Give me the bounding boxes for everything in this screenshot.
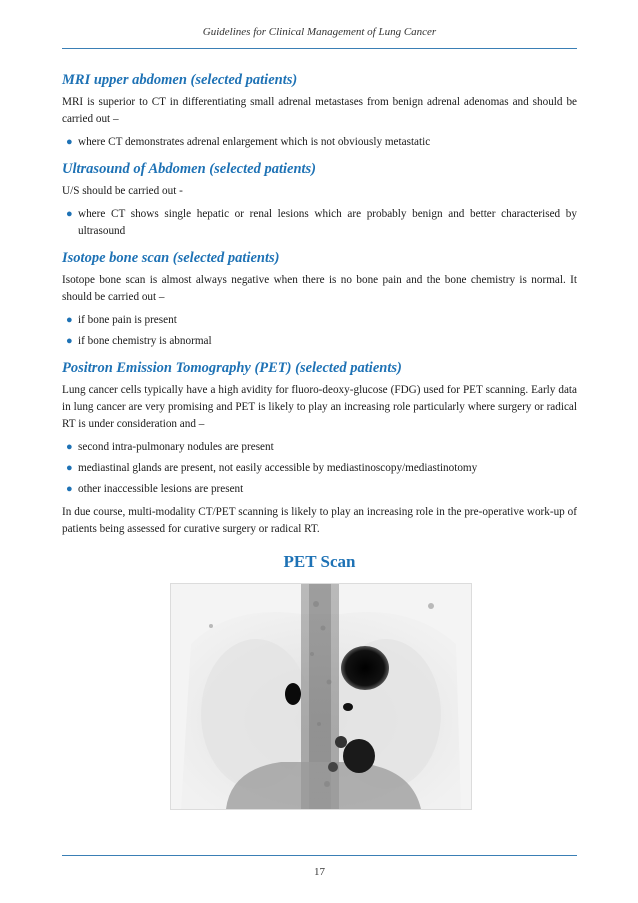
bullet-dot-icon: ●	[66, 136, 73, 148]
section-mri	[62, 72, 577, 151]
pet-scan-graphic	[171, 584, 471, 809]
list-item-text: if bone chemistry is abnormal	[78, 335, 212, 347]
bullet-dot-icon: ●	[66, 483, 73, 495]
bullet-dot-icon: ●	[66, 208, 73, 220]
section-paragraph: U/S should be carried out -	[62, 185, 183, 197]
figure-title: PET Scan	[283, 552, 356, 571]
section-paragraph: Isotope bone scan is almost always negative when there is no bone pain and the bone chemistry is normal. It should be carried out –	[62, 274, 577, 303]
list-item	[62, 206, 577, 240]
closing-paragraph: In due course, multi-modality CT/PET scanning is likely to play an increasing role in the pre-operative work-up of patients being assessed for curative surgery or radical RT.	[62, 506, 577, 535]
section-heading: Positron Emission Tomography (PET) (selected patients)	[62, 360, 402, 376]
section-ultrasound	[62, 161, 577, 240]
bullet-list	[62, 134, 577, 151]
section-heading: Isotope bone scan (selected patients)	[62, 250, 280, 266]
footer-rule	[62, 855, 577, 856]
running-header: Guidelines for Clinical Management of Lung Cancer	[202, 26, 437, 38]
list-item-text: other inaccessible lesions are present	[78, 483, 244, 495]
list-item	[62, 439, 577, 456]
section-bone-scan	[62, 250, 577, 350]
list-item	[62, 333, 577, 350]
bullet-dot-icon: ●	[66, 314, 73, 326]
bullet-list	[62, 312, 577, 350]
list-item	[62, 460, 577, 477]
list-item-text: mediastinal glands are present, not easily accessible by mediastinoscopy/mediastinotomy	[78, 462, 478, 474]
list-item	[62, 134, 577, 151]
section-heading: MRI upper abdomen (selected patients)	[62, 72, 298, 88]
bullet-list	[62, 206, 577, 240]
bullet-list	[62, 439, 577, 498]
list-item-text: where CT shows single hepatic or renal lesions which are probably benign and better characterised by ultrasound	[78, 208, 577, 237]
header-rule	[62, 48, 577, 49]
section-paragraph: Lung cancer cells typically have a high avidity for fluoro-deoxy-glucose (FDG) used for PET scanning. Early data in lung cancer are very promising and PET is likely to play an increasing role particularly where surgery or radical RT is under consideration and –	[62, 384, 577, 430]
list-item-text: if bone pain is present	[78, 314, 177, 326]
bullet-dot-icon: ●	[66, 441, 73, 453]
page-number: 17	[314, 866, 325, 878]
bullet-dot-icon: ●	[66, 462, 73, 474]
pet-scan-image	[170, 583, 472, 810]
list-item	[62, 481, 577, 498]
section-pet	[62, 360, 577, 538]
section-paragraph: MRI is superior to CT in differentiating small adrenal metastases from benign adrenal adenomas and should be carried out –	[62, 96, 577, 125]
bullet-dot-icon: ●	[66, 335, 73, 347]
section-heading: Ultrasound of Abdomen (selected patients)	[62, 161, 317, 177]
main-content	[62, 72, 577, 548]
list-item	[62, 312, 577, 329]
list-item-text: where CT demonstrates adrenal enlargement which is not obviously metastatic	[78, 136, 431, 148]
list-item-text: second intra-pulmonary nodules are present	[78, 441, 274, 453]
